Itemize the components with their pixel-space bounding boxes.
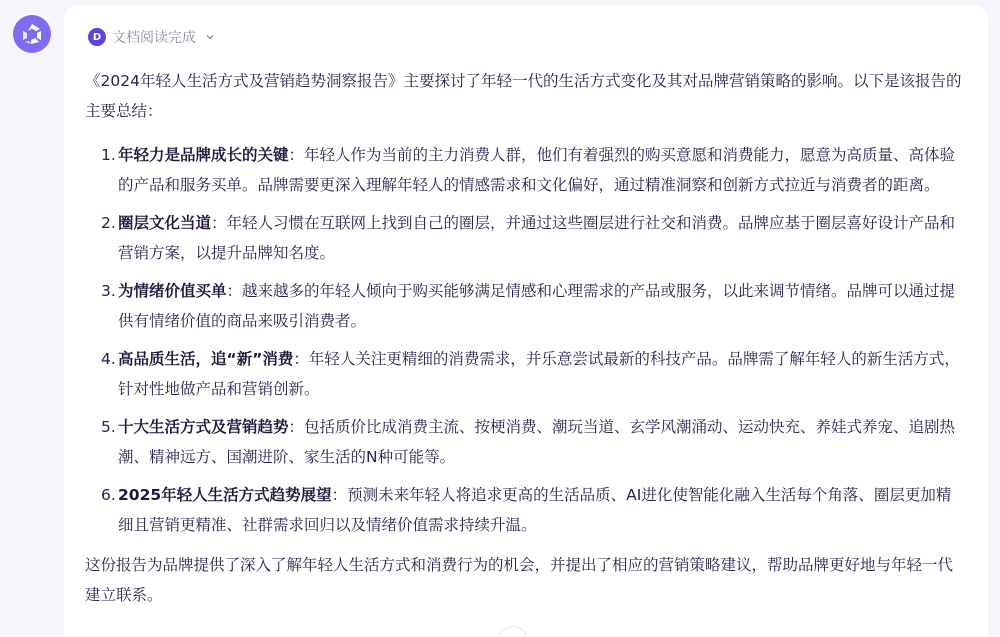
list-number: 4. (101, 350, 116, 368)
assistant-logo-icon (20, 22, 44, 46)
item-title: 高品质生活，追“新”消费 (118, 350, 294, 368)
list-item (85, 208, 965, 268)
outro-paragraph: 这份报告为品牌提供了深入了解年轻人生活方式和消费行为的机会，并提出了相应的营销策略建议，帮助品牌更好地与年轻一代建立联系。 (85, 556, 954, 604)
item-text: ：越来越多的年轻人倾向于购买能够满足情感和心理需求的产品或服务，以此来调节情绪。品牌可以通过提供有情绪价值的商品来吸引消费者。 (118, 282, 956, 330)
item-text: ：年轻人作为当前的主力消费人群，他们有着强烈的购买意愿和消费能力，愿意为高质量、高体验的产品和服务买单。品牌需要更深入理解年轻人的情感需求和文化偏好，通过精准洞察和创新方式拉近与消费者的距离。 (118, 146, 956, 194)
item-text: ：年轻人关注更精细的消费需求，并乐意尝试最新的科技产品。品牌需了解年轻人的新生活方式，针对性地做产品和营销创新。 (118, 350, 960, 398)
list-number: 5. (101, 418, 116, 436)
list-item (85, 480, 965, 540)
item-text: ：包括质价比成消费主流、按梗消费、潮玩当道、玄学风潮涌动、运动快充、养娃式养宠、追剧热潮、精神远方、国潮进阶、家生活的N种可能等。 (118, 418, 956, 466)
list-item (85, 276, 965, 336)
item-text: ：年轻人习惯在互联网上找到自己的圈层，并通过这些圈层进行社交和消费。品牌应基于圈层喜好设计产品和营销方案，以提升品牌知名度。 (118, 214, 956, 262)
list-number: 1. (101, 146, 116, 164)
item-title: 为情绪价值买单 (118, 282, 227, 300)
assistant-avatar (13, 15, 51, 53)
list-number: 3. (101, 282, 116, 300)
document-icon: D (88, 28, 106, 46)
list-number: 2. (101, 214, 116, 232)
assistant-message-card (64, 5, 988, 637)
item-title: 十大生活方式及营销趋势 (118, 418, 289, 436)
item-text: ：预测未来年轻人将追求更高的生活品质、AI进化使智能化融入生活每个角落、圈层更加精细且营销更精准、社群需求回归以及情绪价值需求持续升温。 (118, 486, 952, 534)
message-content (85, 66, 965, 610)
chevron-down-icon[interactable] (204, 31, 216, 43)
status-label: 文档阅读完成 (112, 30, 196, 46)
item-title: 圈层文化当道 (118, 214, 212, 232)
summary-list (85, 140, 965, 540)
item-title: 年轻力是品牌成长的关键 (118, 146, 289, 164)
list-item (85, 344, 965, 404)
doc-read-status[interactable] (88, 25, 216, 49)
list-item (85, 140, 965, 200)
list-number: 6. (101, 486, 116, 504)
item-title: 2025年轻人生活方式趋势展望 (118, 486, 332, 504)
list-item (85, 412, 965, 472)
intro-paragraph: 《2024年轻人生活方式及营销趋势洞察报告》主要探讨了年轻一代的生活方式变化及其对品牌营销策略的影响。以下是该报告的主要总结： (85, 72, 962, 120)
